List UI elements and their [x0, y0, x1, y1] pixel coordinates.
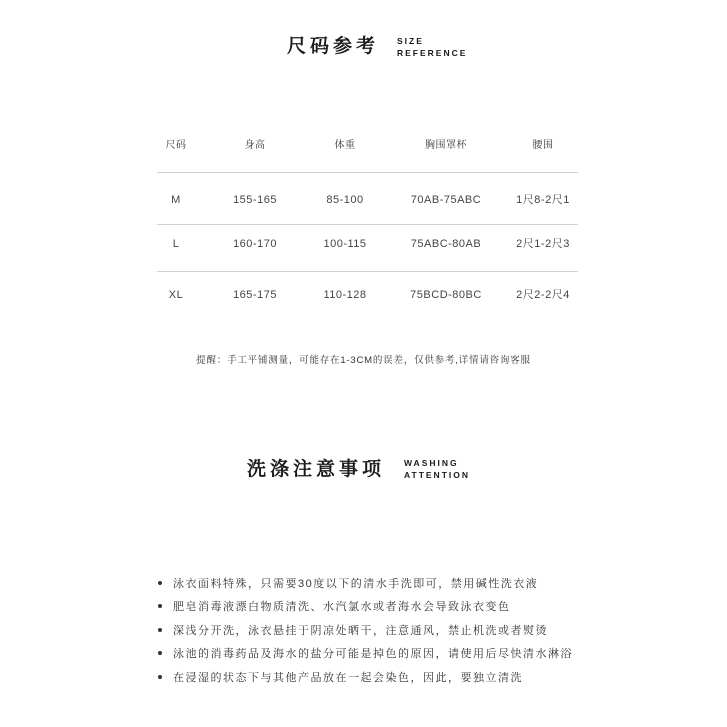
list-item-text: 泳衣面料特殊，只需要30度以下的清水手洗即可，禁用碱性洗衣液: [173, 577, 539, 590]
table-cell-size: XL: [168, 289, 184, 301]
table-cell-height: 160-170: [233, 238, 277, 250]
size-reference-en-line2: REFERENCE: [397, 48, 468, 58]
table-divider: [157, 172, 578, 173]
washing-instructions-list: [155, 571, 715, 689]
table-row: [136, 285, 590, 305]
bullet-dot-icon: [158, 628, 162, 632]
bullet-dot-icon: [158, 651, 162, 655]
table-cell-weight: 110-128: [323, 289, 367, 301]
list-item-text: 泳池的消毒药品及海水的盐分可能是掉色的原因，请使用后尽快清水淋浴: [173, 648, 573, 661]
table-cell-weight: 85-100: [326, 194, 364, 206]
list-item: [155, 665, 715, 689]
size-reference-en-title: [397, 35, 467, 59]
table-row: [136, 190, 590, 210]
table-header-weight: 体重: [334, 140, 356, 151]
table-cell-bust-cup: 70AB-75ABC: [410, 194, 482, 206]
table-cell-weight: 100-115: [323, 238, 367, 250]
measurement-note: 提醒：手工平铺测量，可能存在1-3CM的误差，仅供参考,详情请咨询客服: [196, 355, 531, 366]
table-cell-bust-cup: 75ABC-80AB: [410, 238, 482, 250]
table-cell-waist: 2尺1-2尺3: [516, 238, 570, 250]
table-header-height: 身高: [244, 140, 266, 151]
table-header-row: [136, 136, 590, 156]
list-item-text: 深浅分开洗，泳衣悬挂于阴凉处晒干，注意通风，禁止机洗或者熨烫: [173, 624, 548, 637]
washing-attention-en-title: [404, 457, 470, 481]
bullet-dot-icon: [158, 604, 162, 608]
list-item-text: 在浸湿的状态下与其他产品放在一起会染色，因此，要独立清洗: [173, 671, 523, 684]
washing-attention-en-line2: ATTENTION: [404, 470, 471, 480]
list-item: [155, 618, 715, 642]
table-row: [136, 234, 590, 254]
table-header-size: 尺码: [165, 140, 187, 151]
table-cell-height: 155-165: [233, 194, 277, 206]
bullet-dot-icon: [158, 581, 162, 585]
table-cell-waist: 1尺8-2尺1: [516, 194, 570, 206]
list-item: [155, 595, 715, 619]
size-reference-en-line1: SIZE: [397, 36, 424, 46]
washing-attention-en-line1: WASHING: [404, 458, 459, 468]
table-header-waist: 腰围: [532, 140, 554, 151]
table-cell-size: L: [172, 238, 180, 250]
table-cell-size: M: [171, 194, 181, 206]
table-cell-bust-cup: 75BCD-80BC: [410, 289, 482, 301]
table-divider: [157, 271, 578, 272]
size-reference-title: 尺码参考: [287, 36, 380, 57]
list-item: [155, 571, 715, 595]
table-cell-waist: 2尺2-2尺4: [516, 289, 570, 301]
list-item: [155, 642, 715, 666]
washing-attention-title: 洗涤注意事项: [247, 459, 386, 480]
list-item-text: 肥皂消毒液漂白物质清洗、水汽氯水或者海水会导致泳衣变色: [173, 601, 511, 614]
table-divider: [157, 224, 578, 225]
bullet-dot-icon: [158, 675, 162, 679]
table-header-bust-cup: 胸围罩杯: [425, 140, 467, 151]
table-cell-height: 165-175: [233, 289, 277, 301]
